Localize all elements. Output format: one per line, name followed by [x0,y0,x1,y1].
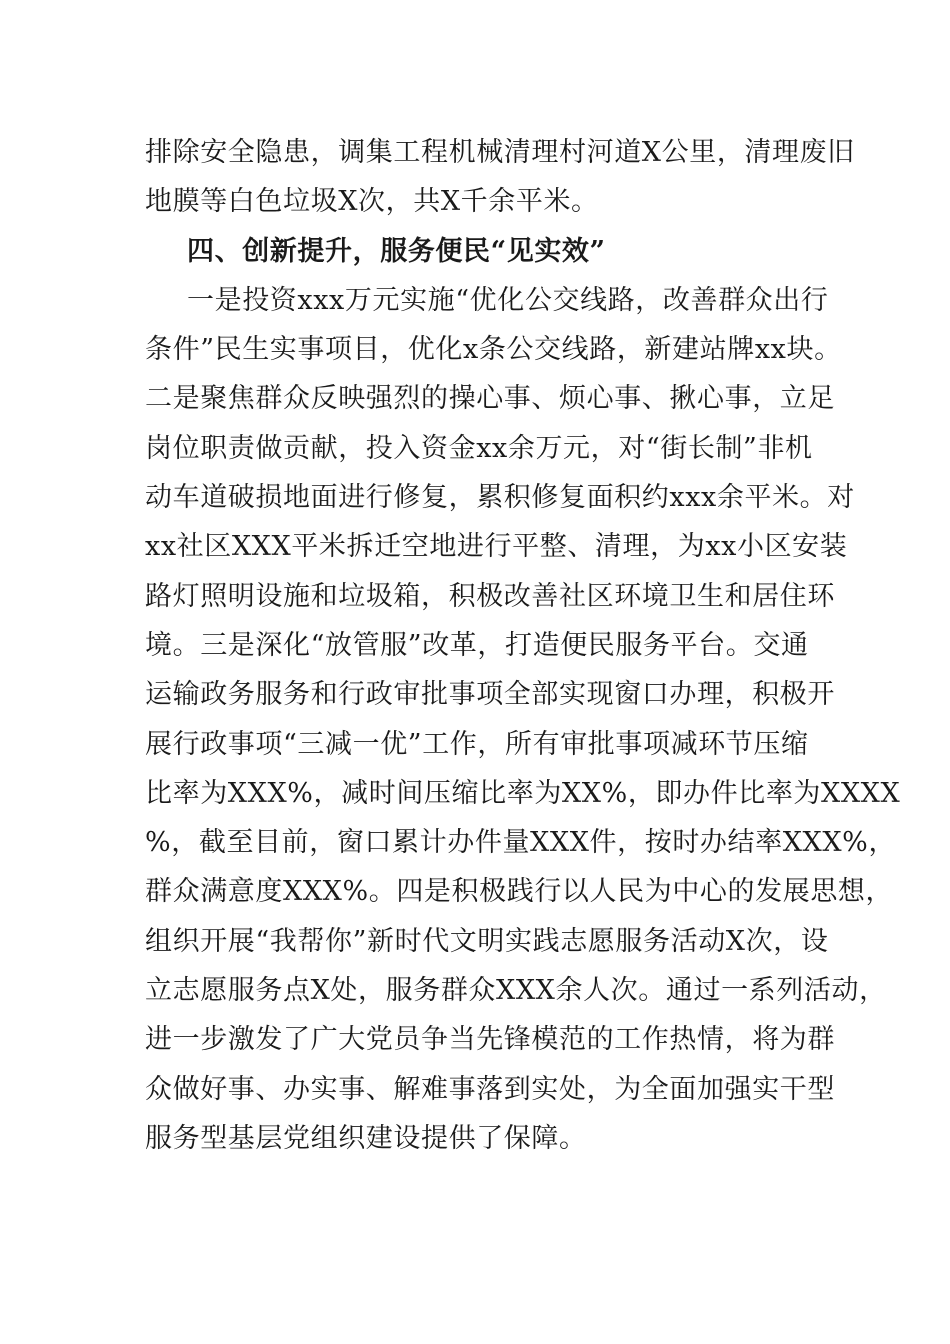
paragraph-line: 排除安全隐患，调集工程机械清理村河道X公里，清理废旧 [145,137,855,168]
paragraph-line: 路灯照明设施和垃圾箱，积极改善社区环境卫生和居住环 [145,580,835,612]
paragraph-line: 地膜等白色垃圾X次，共X千余平米。 [145,186,599,218]
paragraph-line: 运输政务服务和行政审批事项全部实现窗口办理，积极开 [145,679,835,711]
document-body [145,128,901,1163]
paragraph-line: 境。三是深化“放管服”改革，打造便民服务平台。交通 [145,629,809,661]
paragraph-line: 展行政事项“三减一优”工作，所有审批事项减环节压缩 [145,728,809,760]
paragraph-line: 岗位职责做贡献，投入资金xx余万元，对“街长制”非机 [145,432,813,464]
paragraph-line: 进一步激发了广大党员争当先锋模范的工作热情，将为群 [145,1024,835,1056]
paragraph-line: 条件”民生实事项目，优化x条公交线路，新建站牌xx块。 [145,334,842,366]
paragraph-line: 一是投资xxx万元实施“优化公交线路，改善群众出行 [187,284,829,316]
paragraph-line: 二是聚焦群众反映强烈的操心事、烦心事、揪心事，立足 [145,383,835,415]
section-heading: 四、创新提升，服务便民“见实效” [187,235,606,267]
paragraph-line: 众做好事、办实事、解难事落到实处，为全面加强实干型 [145,1073,835,1105]
paragraph-line: 立志愿服务点X处，服务群众XXX余人次。通过一系列活动， [145,975,887,1007]
paragraph-line: xx社区XXX平米拆迁空地进行平整、清理，为xx小区安装 [145,531,848,563]
paragraph-line: %，截至目前，窗口累计办件量XXX件，按时办结率XXX%， [145,827,897,859]
paragraph-line: 动车道破损地面进行修复，累积修复面积约xxx余平米。对 [145,482,855,514]
paragraph-line: 比率为XXX%，减时间压缩比率为XX%，即办件比率为XXXX [145,777,901,809]
paragraph-line: 组织开展“我帮你”新时代文明实践志愿服务活动X次，设 [145,925,829,957]
paragraph-line: 群众满意度XXX%。四是积极践行以人民为中心的发展思想， [145,876,894,908]
paragraph-line: 服务型基层党组织建设提供了保障。 [145,1122,587,1154]
